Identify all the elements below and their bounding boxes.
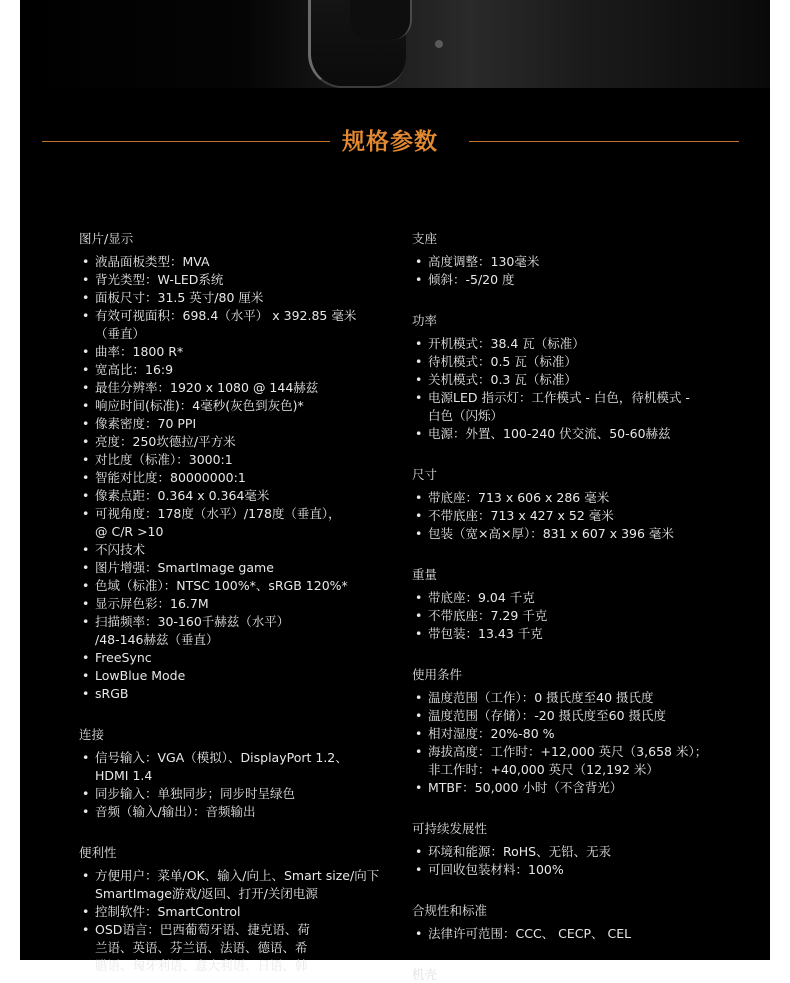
spec-item [79, 379, 356, 397]
spec-item [79, 649, 356, 667]
spec-item [412, 689, 707, 707]
spec-item-text: 温度范围（工作）：0 摄氏度至40 摄氏度 [428, 690, 654, 705]
spec-item-text: 图片增强：SmartImage game [95, 560, 274, 575]
spec-item [79, 667, 356, 685]
spec-item [412, 625, 547, 643]
spec-item-text: 相对湿度：20%-80 % [428, 726, 555, 741]
spec-item-text: 响应时间(标准)：4毫秒(灰色到灰色)* [95, 398, 304, 413]
section-title: 重量 [412, 567, 438, 582]
section-title: 合规性和标准 [412, 903, 488, 918]
spec-item [79, 785, 348, 803]
heading-row [42, 124, 739, 162]
spec-item [412, 389, 690, 425]
spec-item [79, 361, 356, 379]
spec-item-text: 智能对比度：80000000:1 [95, 470, 246, 485]
spec-item [412, 507, 674, 525]
spec-item [79, 541, 356, 559]
spec-item [412, 589, 547, 607]
spec-item [79, 921, 379, 975]
spec-item-text: 背光类型：W-LED系统 [95, 272, 224, 287]
spec-item-text: 不带底座：713 x 427 x 52 毫米 [428, 508, 614, 523]
heading-rule-right [469, 141, 739, 142]
spec-item-text: 宽高比：16:9 [95, 362, 174, 377]
spec-item [79, 595, 356, 613]
spec-list [412, 253, 539, 289]
spec-item [412, 843, 611, 861]
spec-item-continuation: （垂直） [95, 326, 146, 341]
spec-item [79, 487, 356, 505]
spec-item [79, 433, 356, 451]
spec-item-text: 像素点距：0.364 x 0.364毫米 [95, 488, 270, 503]
spec-item-continuation: @ C/R >10 [95, 524, 164, 539]
spec-item-text: 曲率：1800 R* [95, 344, 184, 359]
spec-item-text: 显示屏色彩：16.7M [95, 596, 209, 611]
section-title: 功率 [412, 313, 438, 328]
spec-item [412, 371, 690, 389]
section-title: 支座 [412, 231, 438, 246]
spec-item-text: 可回收包装材料：100% [428, 862, 564, 877]
spec-item [79, 749, 348, 785]
spec-list [412, 589, 547, 643]
spec-item-text: 包装（宽×高×厚）：831 x 607 x 396 毫米 [428, 526, 674, 541]
spec-item [412, 779, 707, 797]
spec-item-text: 电源：外置、100-240 伏交流、50-60赫兹 [428, 426, 671, 441]
spec-item [79, 867, 379, 903]
spec-list [412, 489, 674, 543]
section-title: 连接 [79, 727, 105, 742]
spec-item [412, 525, 674, 543]
spec-item-text: 倾斜：-5/20 度 [428, 272, 515, 287]
spec-item [412, 353, 690, 371]
spec-item-continuation: 白色（闪烁） [428, 408, 504, 423]
spec-item-continuation: 兰语、英语、芬兰语、法语、德语、希 [95, 940, 308, 955]
spec-item [412, 253, 539, 271]
spec-item-text: 最佳分辨率：1920 x 1080 @ 144赫兹 [95, 380, 319, 395]
spec-item-text: 不带底座：7.29 千克 [428, 608, 548, 623]
spec-item [79, 415, 356, 433]
spec-item [79, 469, 356, 487]
spec-item [412, 707, 707, 725]
spec-item-text: FreeSync [95, 650, 152, 665]
spec-item-text: 带底座：9.04 千克 [428, 590, 535, 605]
stand-screw-graphic [435, 40, 443, 48]
spec-item-text: 待机模式：0.5 瓦（标准） [428, 354, 577, 369]
spec-list [79, 253, 356, 703]
spec-list [79, 867, 379, 975]
spec-item [412, 335, 690, 353]
spec-item-text: MTBF：50,000 小时（不含背光） [428, 780, 623, 795]
spec-item [412, 425, 690, 443]
spec-item [79, 289, 356, 307]
spec-item [79, 307, 356, 343]
spec-item-text: 控制软件：SmartControl [95, 904, 241, 919]
spec-page [20, 0, 770, 982]
spec-item [412, 489, 674, 507]
spec-item-text: 关机模式：0.3 瓦（标准） [428, 372, 577, 387]
spec-item-text: 色域（标准）：NTSC 100%*、sRGB 120%* [95, 578, 348, 593]
section-title: 可持续发展性 [412, 821, 488, 836]
spec-item-continuation: 腊语、匈牙利语、意大利语、日语、韩 [95, 958, 308, 973]
spec-item-text: 不闪技术 [95, 542, 146, 557]
spec-item [412, 743, 707, 779]
spec-item-continuation: /48-146赫兹（垂直） [95, 632, 219, 647]
page-title: 规格参数 [342, 129, 438, 155]
spec-item [79, 451, 356, 469]
spec-item [79, 343, 356, 361]
spec-item-text: 亮度：250坎德拉/平方米 [95, 434, 236, 449]
spec-item-text: 法律许可范围：CCC、 CECP、 CEL [428, 926, 632, 941]
spec-item-text: sRGB [95, 686, 129, 701]
section-title: 便利性 [79, 845, 117, 860]
spec-item [412, 925, 631, 943]
spec-item-text: LowBlue Mode [95, 668, 186, 683]
spec-item-text: 音频（输入/输出）：音频输出 [95, 804, 256, 819]
spec-list [412, 689, 707, 797]
spec-item-text: 温度范围（存储）：-20 摄氏度至60 摄氏度 [428, 708, 667, 723]
spec-item-text: 面板尺寸：31.5 英寸/80 厘米 [95, 290, 264, 305]
spec-item-text: 扫描频率：30-160千赫兹（水平） [95, 614, 290, 629]
spec-list [412, 843, 611, 879]
spec-item [79, 271, 356, 289]
spec-item-text: 对比度（标准）：3000:1 [95, 452, 233, 467]
spec-item [412, 861, 611, 879]
spec-item-text: 液晶面板类型：MVA [95, 254, 210, 269]
spec-item-text: OSD语言：巴西葡萄牙语、捷克语、荷 [95, 922, 310, 937]
spec-item [79, 505, 356, 541]
section-title: 机壳 [412, 967, 438, 982]
section-title: 使用条件 [412, 667, 463, 682]
spec-item-text: 同步输入：单独同步；同步时呈绿色 [95, 786, 296, 801]
spec-item-text: 信号输入：VGA（模拟）、DisplayPort 1.2、 [95, 750, 348, 765]
spec-item [79, 253, 356, 271]
spec-item-text: 带底座：713 x 606 x 286 毫米 [428, 490, 610, 505]
section-title: 图片/显示 [79, 231, 134, 246]
spec-list [79, 749, 348, 821]
spec-item [79, 613, 356, 649]
spec-item-continuation: HDMI 1.4 [95, 768, 153, 783]
spec-item-text: 电源LED 指示灯：工作模式 - 白色，待机模式 - [428, 390, 690, 405]
monitor-neck-graphic [350, 0, 412, 40]
spec-item [412, 607, 547, 625]
spec-item [79, 577, 356, 595]
heading-rule-left [42, 141, 330, 142]
section-title: 尺寸 [412, 467, 438, 482]
spec-item-text: 海拔高度：工作时：+12,000 英尺（3,658 米）； [428, 744, 708, 759]
product-hero-image [20, 0, 770, 88]
spec-item-text: 开机模式：38.4 瓦（标准） [428, 336, 585, 351]
spec-list [412, 925, 631, 943]
spec-item [79, 803, 348, 821]
spec-item-text: 环境和能源：RoHS、无铅、无汞 [428, 844, 612, 859]
spec-item-text: 高度调整：130毫米 [428, 254, 540, 269]
spec-item [79, 397, 356, 415]
spec-item-text: 可视角度：178度（水平）/178度（垂直）， [95, 506, 341, 521]
spec-item [412, 725, 707, 743]
spec-item [79, 685, 356, 703]
spec-item [79, 903, 379, 921]
spec-item-text: 方便用户：菜单/OK、输入/向上、Smart size/向下 [95, 868, 380, 883]
spec-item-text: 有效可视面积：698.4（水平） x 392.85 毫米 [95, 308, 357, 323]
spec-item-text: 带包装：13.43 千克 [428, 626, 543, 641]
spec-item [412, 271, 539, 289]
spec-list [412, 335, 690, 443]
spec-item-continuation: SmartImage游戏/返回、打开/关闭电源 [95, 886, 318, 901]
spec-item [79, 559, 356, 577]
spec-item-continuation: 非工作时：+40,000 英尺（12,192 米） [428, 762, 659, 777]
spec-item-text: 像素密度：70 PPI [95, 416, 197, 431]
